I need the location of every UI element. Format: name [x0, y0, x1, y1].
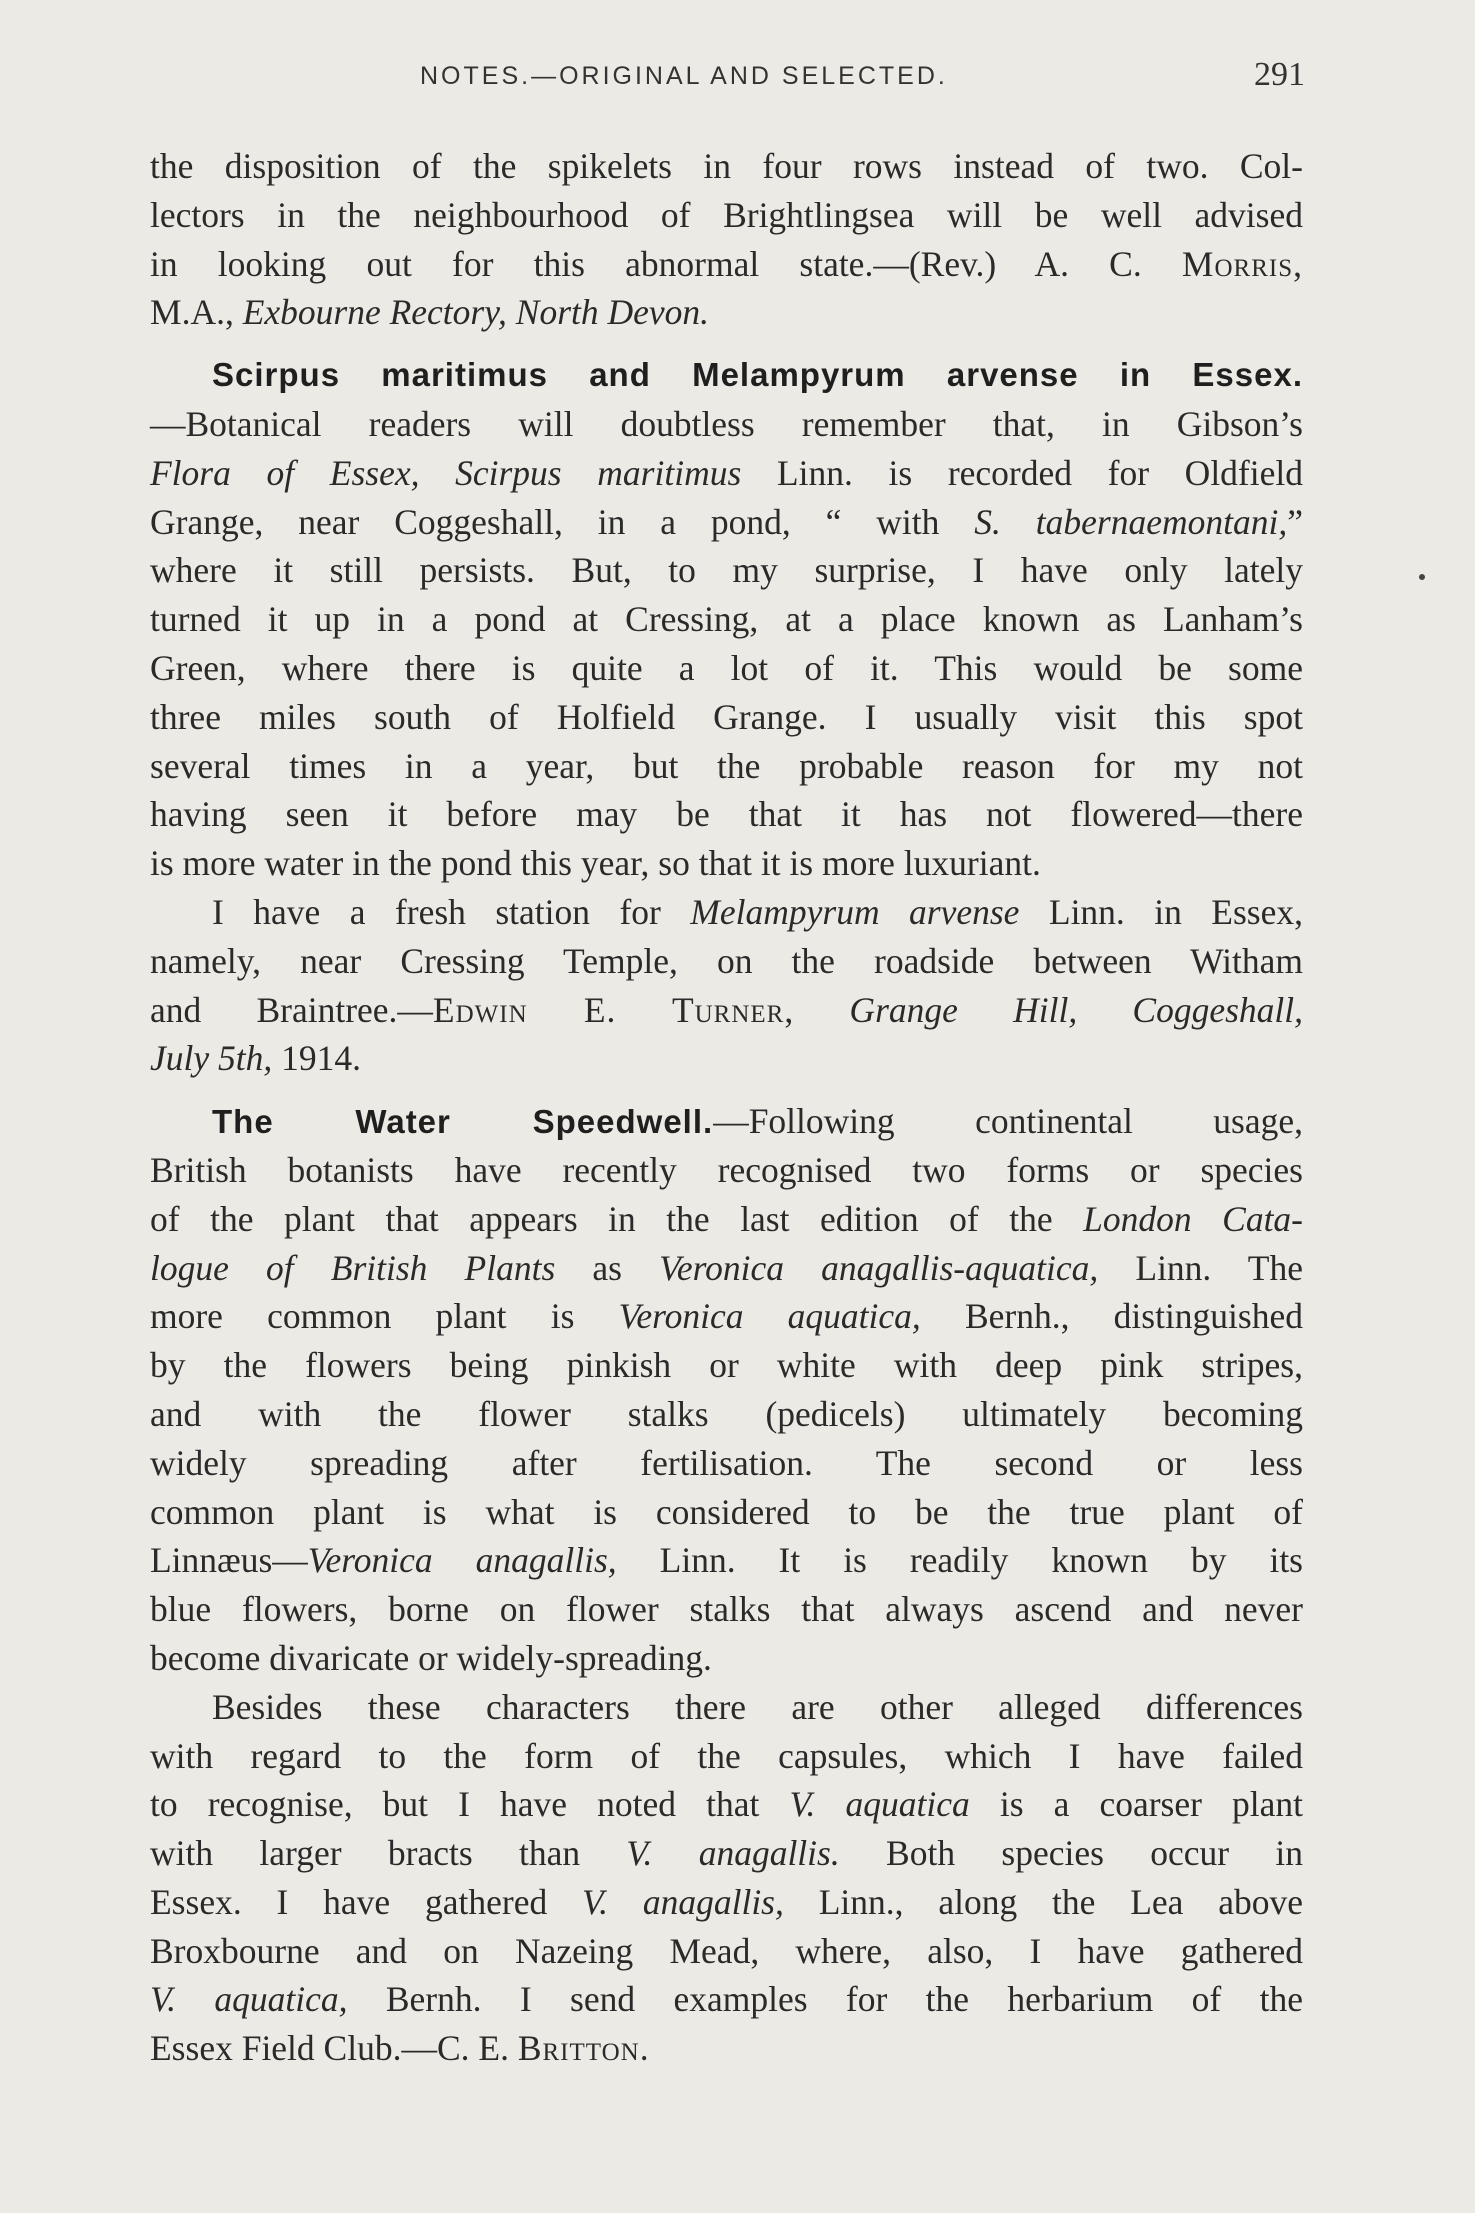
note-date: July 5th,: [150, 1038, 273, 1079]
text-line: [150, 1975, 1303, 2024]
running-title: NOTES.—ORIGINAL AND SELECTED.: [420, 62, 948, 90]
note-heading: The Water Speedwell.: [212, 1103, 714, 1141]
text-run: M.A.,: [150, 292, 243, 333]
text-line: blue flowers, borne on flower stalks that always ascend and never: [150, 1589, 1303, 1630]
text-line: is more water in the pond this year, so that it is more luxuriant.: [150, 843, 1041, 884]
page-number: 291: [1254, 56, 1305, 93]
text-line: turned it up in a pond at Cressing, at a place known as Lanham’s: [150, 599, 1303, 640]
text-line: —Botanical readers will doubtless remember that, in Gibson’s: [150, 403, 1303, 444]
text-line: [150, 1780, 1303, 1829]
text-run: Both species occur in: [839, 1833, 1304, 1874]
text-line: by the flowers being pinkish or white with deep pink stripes,: [150, 1345, 1303, 1386]
text-run: V. aquatica,: [150, 1979, 348, 2020]
author-address: Exbourne Rectory, North Devon.: [242, 292, 710, 333]
text-run: Melampyrum arvense: [690, 891, 1020, 932]
text-run: with larger bracts than: [150, 1833, 627, 1874]
text-line: with regard to the form of the capsules, which I have failed: [150, 1735, 1303, 1776]
text-line: several times in a year, but the probable reason for my not: [150, 745, 1303, 786]
text-run: I have a fresh station for: [212, 891, 691, 932]
text-run: Grange, near Coggeshall, in a pond, “ with: [150, 501, 975, 542]
text-run: Linn., along the Lea above: [783, 1881, 1303, 1922]
text-run: ”: [1287, 501, 1303, 542]
text-line: common plant is what is considered to be the true plant of: [150, 1491, 1303, 1532]
text-run: more common plant is: [150, 1296, 619, 1337]
note-scirpus: [150, 351, 1303, 1083]
text-line: [150, 1034, 1303, 1083]
note-water-speedwell: [150, 1097, 1303, 2073]
text-run: is a coarser plant: [969, 1784, 1304, 1825]
text-line: [150, 1878, 1303, 1927]
note-continuation: [150, 142, 1303, 337]
text-run: Flora of Essex, Scirpus maritimus: [150, 452, 742, 493]
text-run: —Following continental usage,: [713, 1101, 1303, 1142]
text-run: S. tabernaemontani,: [974, 501, 1288, 542]
author-name: Edwin E. Turner,: [432, 989, 795, 1030]
text-run: to recognise, but I have noted that: [150, 1784, 790, 1825]
text-run: 1914.: [272, 1038, 361, 1079]
text-line: the disposition of the spikelets in four rows instead of two. Col-: [150, 146, 1303, 186]
text-line: [150, 498, 1303, 547]
text-line: [150, 240, 1303, 289]
text-line: [150, 1536, 1303, 1585]
text-line: become divaricate or widely-spreading.: [150, 1637, 712, 1678]
text-run: Veronica anagallis,: [307, 1540, 617, 1581]
text-line: where it still persists. But, to my surprise, I have only lately: [150, 550, 1303, 591]
text-run: Essex. I have gathered: [150, 1881, 583, 1922]
text-line: widely spreading after fertilisation. The second or less: [150, 1442, 1303, 1483]
note-heading: Scirpus maritimus and Melampyrum arvense in Essex.: [212, 356, 1303, 394]
text-line: British botanists have recently recognised two forms or species: [150, 1149, 1303, 1190]
text-run: logue of British Plants: [150, 1247, 556, 1288]
text-line: Besides these characters there are other alleged differences: [212, 1686, 1303, 1727]
text-line: lectors in the neighbourhood of Brightlingsea will be well advised: [150, 194, 1303, 235]
text-line: having seen it before may be that it has not flowered—there: [150, 794, 1303, 835]
text-line: [150, 2024, 1303, 2073]
author-name: Morris,: [1181, 243, 1303, 284]
text-line: three miles south of Holfield Grange. I usually visit this spot: [150, 696, 1303, 737]
body-text: [150, 142, 1303, 2073]
text-line: Broxbourne and on Nazeing Mead, where, also, I have gathered: [150, 1930, 1303, 1971]
text-line: [150, 986, 1303, 1035]
text-run: V. anagallis.: [626, 1833, 840, 1874]
author-name: Britton.: [517, 2028, 650, 2069]
text-run: in looking out for this abnormal state.—(Rev.) A. C.: [150, 243, 1182, 284]
text-run: Linn. The: [1098, 1247, 1303, 1288]
text-line: [150, 888, 1303, 937]
text-run: Bernh., distinguished: [920, 1296, 1303, 1337]
text-line: [150, 449, 1303, 498]
text-run: Linn. It is readily known by its: [616, 1540, 1303, 1581]
text-run: V. aquatica: [789, 1784, 970, 1825]
text-run: Essex Field Club.—C. E.: [150, 2028, 518, 2069]
text-run: Veronica aquatica,: [618, 1296, 921, 1337]
text-line: [150, 1195, 1303, 1244]
text-run: Linn. in Essex,: [1019, 891, 1304, 932]
running-head: [150, 56, 1305, 102]
text-run: as: [555, 1247, 660, 1288]
print-speck: [1419, 574, 1425, 580]
text-run: Bernh. I send examples for the herbarium of the: [347, 1979, 1303, 2020]
text-line: Green, where there is quite a lot of it. This would be some: [150, 647, 1303, 688]
text-run: V. anagallis,: [582, 1881, 784, 1922]
text-run: London Cata-: [1083, 1198, 1304, 1239]
text-line: [150, 288, 1303, 337]
text-run: Linn. is recorded for Oldfield: [741, 452, 1303, 493]
text-line: [150, 1829, 1303, 1878]
text-line: [150, 1244, 1303, 1293]
text-line: and with the flower stalks (pedicels) ultimately becoming: [150, 1393, 1303, 1434]
text-run: of the plant that appears in the last edition of the: [150, 1198, 1084, 1239]
text-run: and Braintree.—: [150, 989, 433, 1030]
text-line: [150, 1097, 1303, 1146]
text-line: namely, near Cressing Temple, on the roadside between Witham: [150, 940, 1303, 981]
text-run: Linnæus—: [150, 1540, 308, 1581]
text-run: Veronica anagallis-aquatica,: [659, 1247, 1099, 1288]
text-line: [150, 1292, 1303, 1341]
author-address: Grange Hill, Coggeshall,: [794, 989, 1303, 1030]
